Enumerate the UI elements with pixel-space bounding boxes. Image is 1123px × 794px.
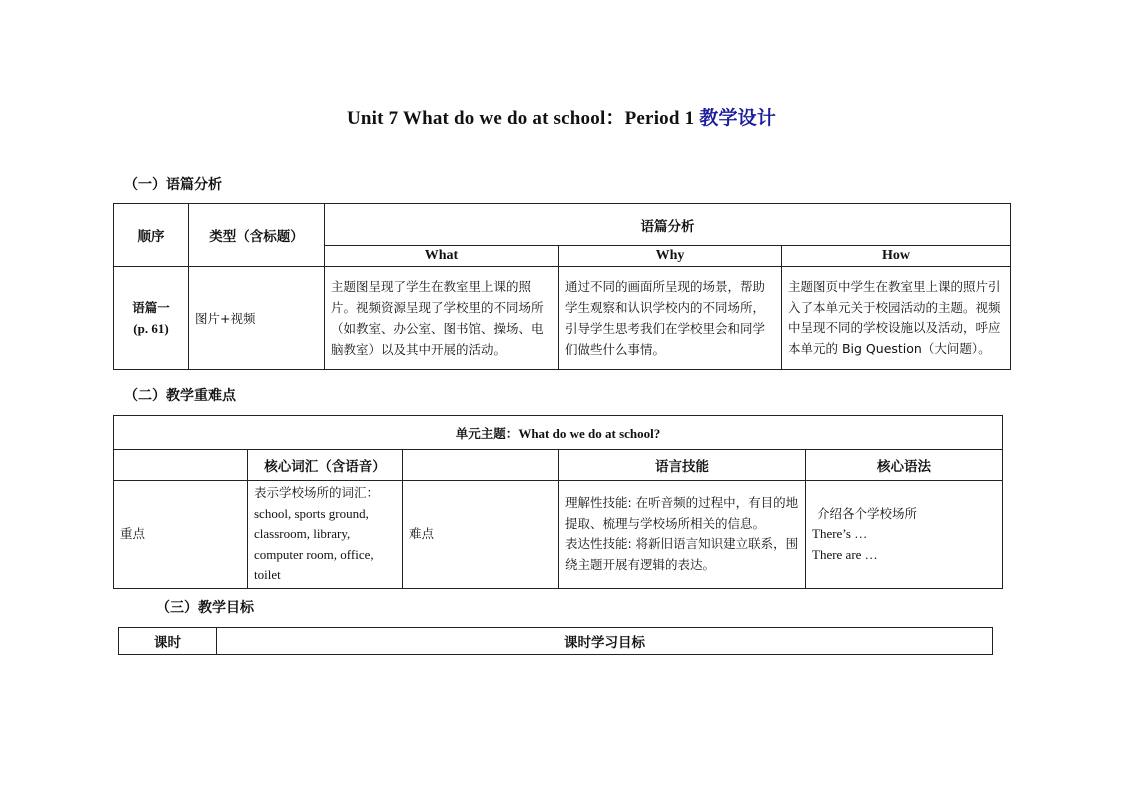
skills-cell: [559, 481, 806, 589]
section-heading-key-points: （二）教学重难点: [124, 388, 236, 404]
grammar-cell: [806, 481, 1003, 589]
row-type: 图片+视频: [189, 267, 325, 370]
grammar-pattern-2: There are …: [812, 546, 878, 562]
header-how: How: [782, 246, 1011, 267]
header-what: What: [325, 246, 559, 267]
row-text-name: [114, 267, 189, 370]
grammar-intro: 介绍各个学校场所: [817, 505, 918, 521]
unit-theme-label: 单元主题：: [455, 425, 519, 441]
text-name: 语篇一: [132, 300, 170, 315]
header-blank-2: [403, 450, 559, 481]
key-label: 重点: [114, 481, 248, 589]
text-analysis-table: [113, 203, 1011, 370]
header-why: Why: [559, 246, 782, 267]
title-english: Unit 7 What do we do at school：Period 1: [346, 108, 700, 129]
grammar-pattern-1: There’s …: [812, 526, 868, 541]
row-how: 主题图页中学生在教室里上课的照片引入了本单元关于校园活动的主题。视频中呈现不同的学校设施以及活动，呼应本单元的 Big Question（大问题）。: [782, 267, 1011, 370]
row-why: 通过不同的画面所呈现的场景，帮助学生观察和认识学校内的不同场所，引导学生思考我们在学校里会和同学们做些什么事情。: [559, 267, 782, 370]
header-type: 类型（含标题）: [189, 204, 325, 267]
section-heading-objectives: （三）教学目标: [156, 600, 254, 616]
key-points-table: [113, 415, 1003, 589]
header-order: 顺序: [114, 204, 189, 267]
vocab-words: school, sports ground, classroom, library, computer room, office, toilet: [254, 505, 374, 582]
header-vocab: 核心词汇（含语音）: [248, 450, 403, 481]
header-skills: 语言技能: [559, 450, 806, 481]
header-grammar: 核心语法: [806, 450, 1003, 481]
vocab-cell: [248, 481, 403, 589]
header-period: 课时: [119, 628, 217, 655]
skills-receptive: 理解性技能: 在听音频的过程中，有目的地提取、梳理与学校场所相关的信息。: [565, 495, 799, 531]
header-objectives: 课时学习目标: [217, 628, 993, 655]
header-analysis: 语篇分析: [325, 204, 1011, 246]
vocab-intro: 表示学校场所的词汇：: [254, 485, 380, 500]
objectives-table: [118, 627, 993, 655]
title-chinese: 教学设计: [699, 107, 777, 129]
difficult-label: 难点: [403, 481, 559, 589]
text-page: (p. 61): [133, 321, 169, 336]
unit-theme-text: What do we do at school?: [518, 425, 661, 441]
unit-theme: [114, 416, 1003, 450]
header-blank-1: [114, 450, 248, 481]
page-title: [0, 103, 1123, 130]
row-what: 主题图呈现了学生在教室里上课的照片。视频资源呈现了学校里的不同场所（如教室、办公室、图书馆、操场、电脑教室）以及其中开展的活动。: [325, 267, 559, 370]
section-heading-text-analysis: （一）语篇分析: [124, 177, 222, 193]
skills-productive: 表达性技能: 将新旧语言知识建立联系，围绕主题开展有逻辑的表达。: [565, 536, 799, 572]
